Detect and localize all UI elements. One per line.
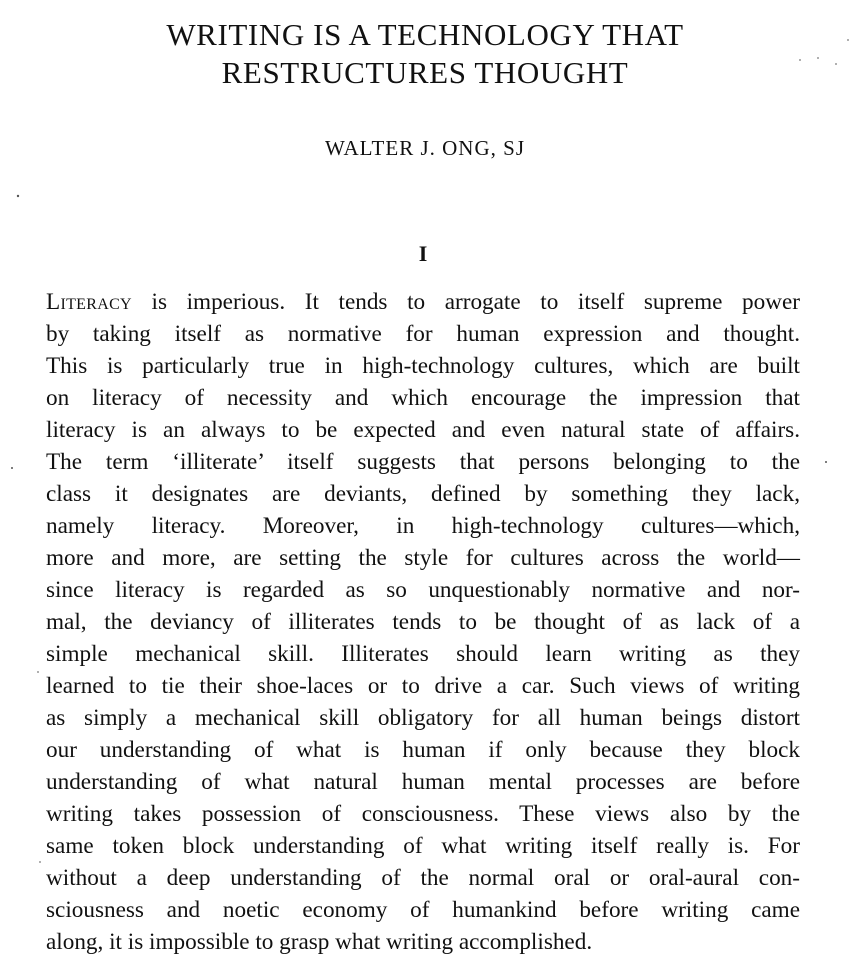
paragraph-line: as simply a mechanical skill obligatory for all human beings distort xyxy=(46,705,800,731)
paragraph-line: without a deep understanding of the normal oral or oral-aural con- xyxy=(46,865,800,891)
paragraph-line: learned to tie their shoe-laces or to drive a car. Such views of writing xyxy=(46,673,800,699)
scan-speck xyxy=(39,861,41,863)
paragraph-line: same token block understanding of what writing itself really is. For xyxy=(46,833,800,859)
paragraph-line: namely literacy. Moreover, in high-technology cultures—which, xyxy=(46,513,800,539)
paragraph-line xyxy=(46,286,800,318)
paragraph-line: simple mechanical skill. Illiterates should learn writing as they xyxy=(46,641,800,667)
paragraph-line: along, it is impossible to grasp what writing accomplished. xyxy=(46,929,593,955)
section-number: I xyxy=(418,241,428,266)
body-paragraph xyxy=(46,286,800,958)
paragraph-line: class it designates are deviants, defined by something they lack, xyxy=(46,481,800,507)
paragraph-line: literacy is an always to be expected and even natural state of affairs. xyxy=(46,417,800,443)
paragraph-line: our understanding of what is human if only because they block xyxy=(46,737,800,763)
paragraph-line: more and more, are setting the style for cultures across the world— xyxy=(46,545,800,571)
paragraph-line: mal, the deviancy of illiterates tends to be thought of as lack of a xyxy=(46,609,800,635)
title-line-1: WRITING IS A TECHNOLOGY THAT xyxy=(166,17,684,52)
line-text: is imperious. It tends to arrogate to itself supreme power xyxy=(131,289,800,315)
scan-speck xyxy=(11,467,13,469)
paragraph-line: sciousness and noetic economy of humankind before writing came xyxy=(46,897,800,923)
scan-speck xyxy=(17,195,19,197)
paragraph-line: writing takes possession of consciousness. These views also by the xyxy=(46,801,800,827)
article-title xyxy=(0,16,850,92)
scan-speck xyxy=(37,671,39,673)
paragraph-line: by taking itself as normative for human expression and thought. xyxy=(46,321,800,347)
title-line-2: RESTRUCTURES THOUGHT xyxy=(221,55,629,90)
paragraph-line: understanding of what natural human mental processes are before xyxy=(46,769,800,795)
paragraph-line: on literacy of necessity and which encourage the impression that xyxy=(46,385,800,411)
paragraph-line: The term ‘illiterate’ itself suggests that persons belonging to the xyxy=(46,449,800,475)
scan-speck xyxy=(825,461,827,463)
paragraph-line: This is particularly true in high-technology cultures, which are built xyxy=(46,353,800,379)
author-byline: WALTER J. ONG, SJ xyxy=(325,136,525,160)
lead-word: Literacy xyxy=(46,289,132,315)
paragraph-line: since literacy is regarded as so unquestionably normative and nor- xyxy=(46,577,800,603)
